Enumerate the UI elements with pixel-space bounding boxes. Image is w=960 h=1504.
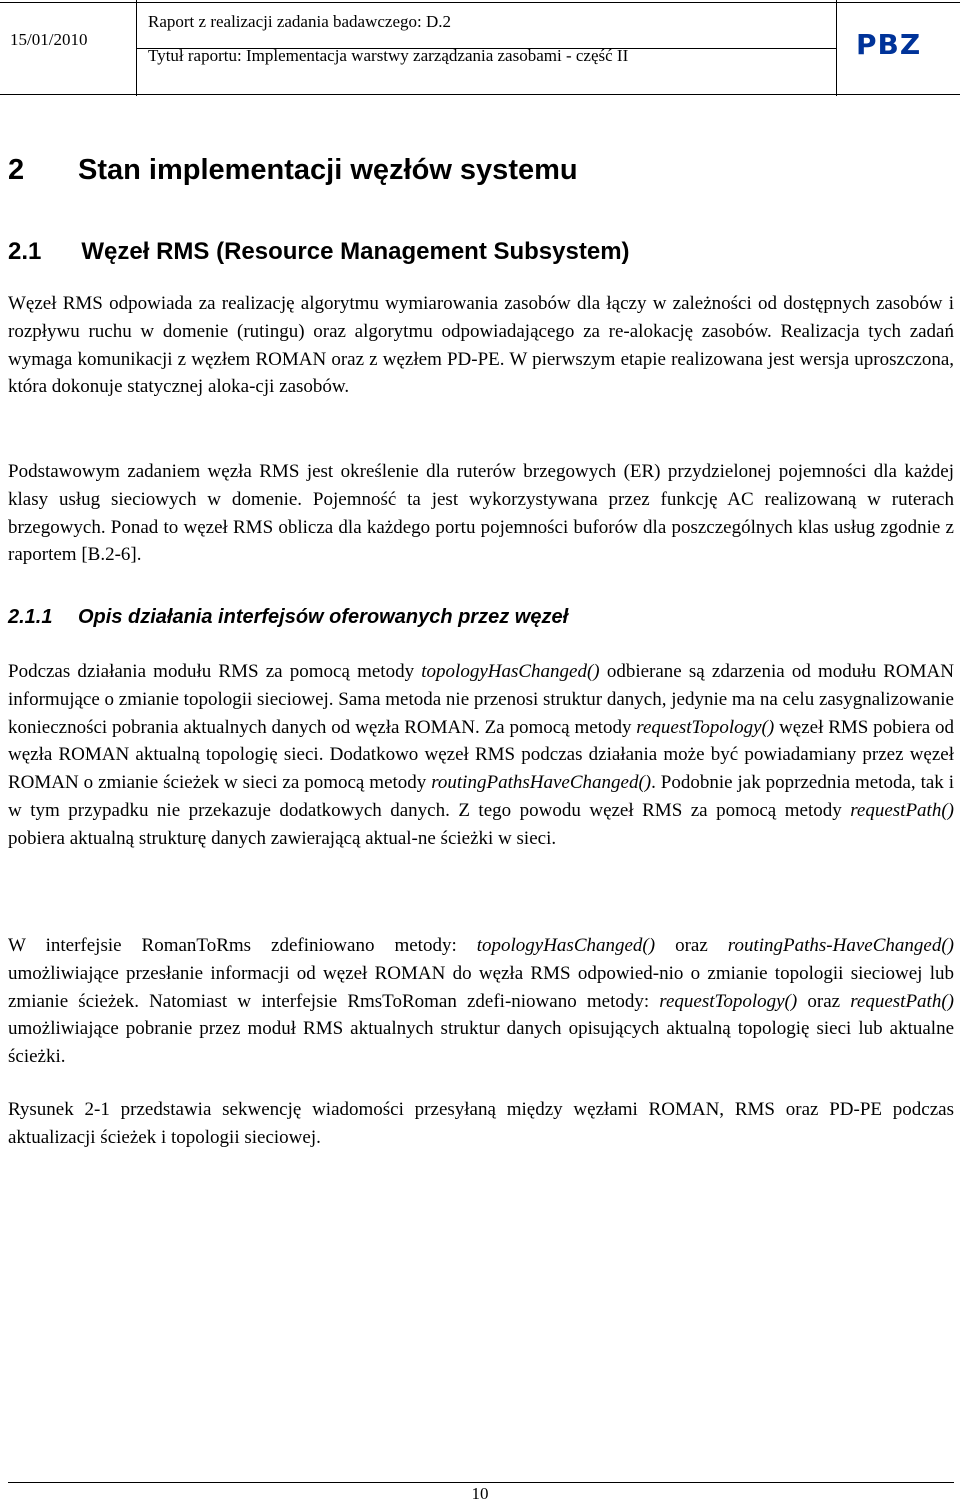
- p3-text-2: odbierane są zdarzenia od modułu ROMAN informujące o zmianie topologii sieciowej. Sama metoda nie przenosi struktur danych, jedynie ma na celu zasygnalizowanie konieczności pobrania aktualnych danych od węzła ROMAN. Za pomocą metody: [8, 661, 954, 738]
- p4-text-4: oraz: [797, 990, 851, 1012]
- p4-text-3: umożliwiające przesłanie informacji od węzeł ROMAN do węzła RMS odpowied-nio o zmianie topologii sieciowej lub zmianie ścieżek. Natomiast w interfejsie RmsToRoman zdefi-niowano metody:: [8, 962, 954, 1012]
- method-topologyhaschanged: topologyHasChanged(): [421, 661, 600, 682]
- pbz-logo: PBZ: [856, 28, 922, 61]
- subsection-title: Węzeł RMS (Resource Management Subsystem): [81, 238, 630, 265]
- header-divider-left: [136, 0, 137, 96]
- method-requestpath: requestPath(): [850, 799, 954, 821]
- p3-text-5: pobiera aktualną strukturę danych zawierającą aktual-ne ścieżki w sieci.: [8, 827, 557, 849]
- paragraph-3: [8, 658, 954, 853]
- method-requesttopology: requestTopology(): [659, 990, 798, 1012]
- p3-text-1: Podczas działania modułu RMS za pomocą metody: [8, 661, 422, 682]
- paragraph-5: Rysunek 2-1 przedstawia sekwencję wiadomości przesyłaną między węzłami ROMAN, RMS oraz PD-PE podczas aktualizacji ścieżek i topologii sieciowej.: [8, 1099, 954, 1148]
- header-report-line: Raport z realizacji zadania badawczego: D.2: [148, 12, 452, 31]
- subsection-number: 2.1: [8, 238, 42, 265]
- paragraph-2: Podstawowym zadaniem węzła RMS jest określenie dla ruterów brzegowych (ER) przydzielonej pojemności dla każdej klasy usług sieciowych w domenie. Pojemność ta jest wykorzystywana przez funkcję AC realizowaną w ruterach brzegowych. Ponad to węzeł RMS oblicza dla każdego portu pojemności buforów dla poszczególnych klas usług zgodnie z raportem [B.2-6].: [8, 461, 954, 566]
- header-date: 15/01/2010: [10, 30, 88, 49]
- section-heading: [8, 154, 578, 187]
- subsubsection-number: 2.1.1: [8, 606, 53, 628]
- p4-text-5: umożliwiające pobranie przez moduł RMS aktualnych struktur danych opisujących aktualną topologię sieci lub aktualne ścieżki.: [8, 1018, 954, 1068]
- subsubsection-title: Opis działania interfejsów oferowanych przez węzeł: [78, 606, 569, 628]
- section-number: 2: [8, 154, 25, 186]
- p4-text-1: W interfejsie RomanToRms zdefiniowano metody:: [8, 935, 477, 956]
- method-requesttopology: requestTopology(): [636, 716, 775, 738]
- page-header: [0, 0, 960, 96]
- p3-text-3: węzeł RMS pobiera od węzła ROMAN aktualną topologię sieci. Dodatkowo węzeł RMS podczas działania może być powiadamiany przez węzeł ROMAN o zmianie ścieżek w sieci za pomocą metody: [8, 716, 955, 794]
- p4-text-2: oraz: [655, 935, 728, 956]
- method-routingpathshavechanged: routingPaths-HaveChanged(): [727, 935, 954, 956]
- method-routingpathshavechanged: routingPathsHaveChanged(): [431, 772, 652, 794]
- page-number: 10: [471, 1484, 489, 1503]
- header-title-line: Tytuł raportu: Implementacja warstwy zarządzania zasobami - część II: [148, 46, 629, 65]
- subsubsection-heading: [8, 606, 568, 629]
- footer-rule: [8, 1482, 954, 1483]
- method-topologyhaschanged: topologyHasChanged(): [476, 935, 656, 956]
- paragraph-1: Węzeł RMS odpowiada za realizację algorytmu wymiarowania zasobów dla łączy w zależności od dostępnych zasobów i rozpływu ruchu w domenie (rutingu) oraz algorytmu odpowiadającego za re-alokację zasobów. Realizacja tych zadań wymaga komunikacji z węzłem ROMAN oraz z węzłem PD-PE. W pierwszym etapie realizowana jest wersja uproszczona, która dokonuje statycznej aloka-cji zasobów.: [8, 293, 954, 398]
- method-requestpath: requestPath(): [850, 990, 954, 1012]
- subsection-heading: [8, 238, 630, 266]
- header-top-rule: [0, 2, 960, 3]
- header-divider-right: [836, 0, 837, 96]
- p3-text-4: . Podobnie jak poprzednia metoda, tak i w tym przypadku nie przekazuje dodatkowych danych. Z tego powodu węzeł RMS za pomocą metody: [8, 772, 955, 821]
- header-bottom-rule: [0, 94, 960, 95]
- section-title: Stan implementacji węzłów systemu: [78, 154, 578, 186]
- paragraph-4: [8, 932, 954, 1071]
